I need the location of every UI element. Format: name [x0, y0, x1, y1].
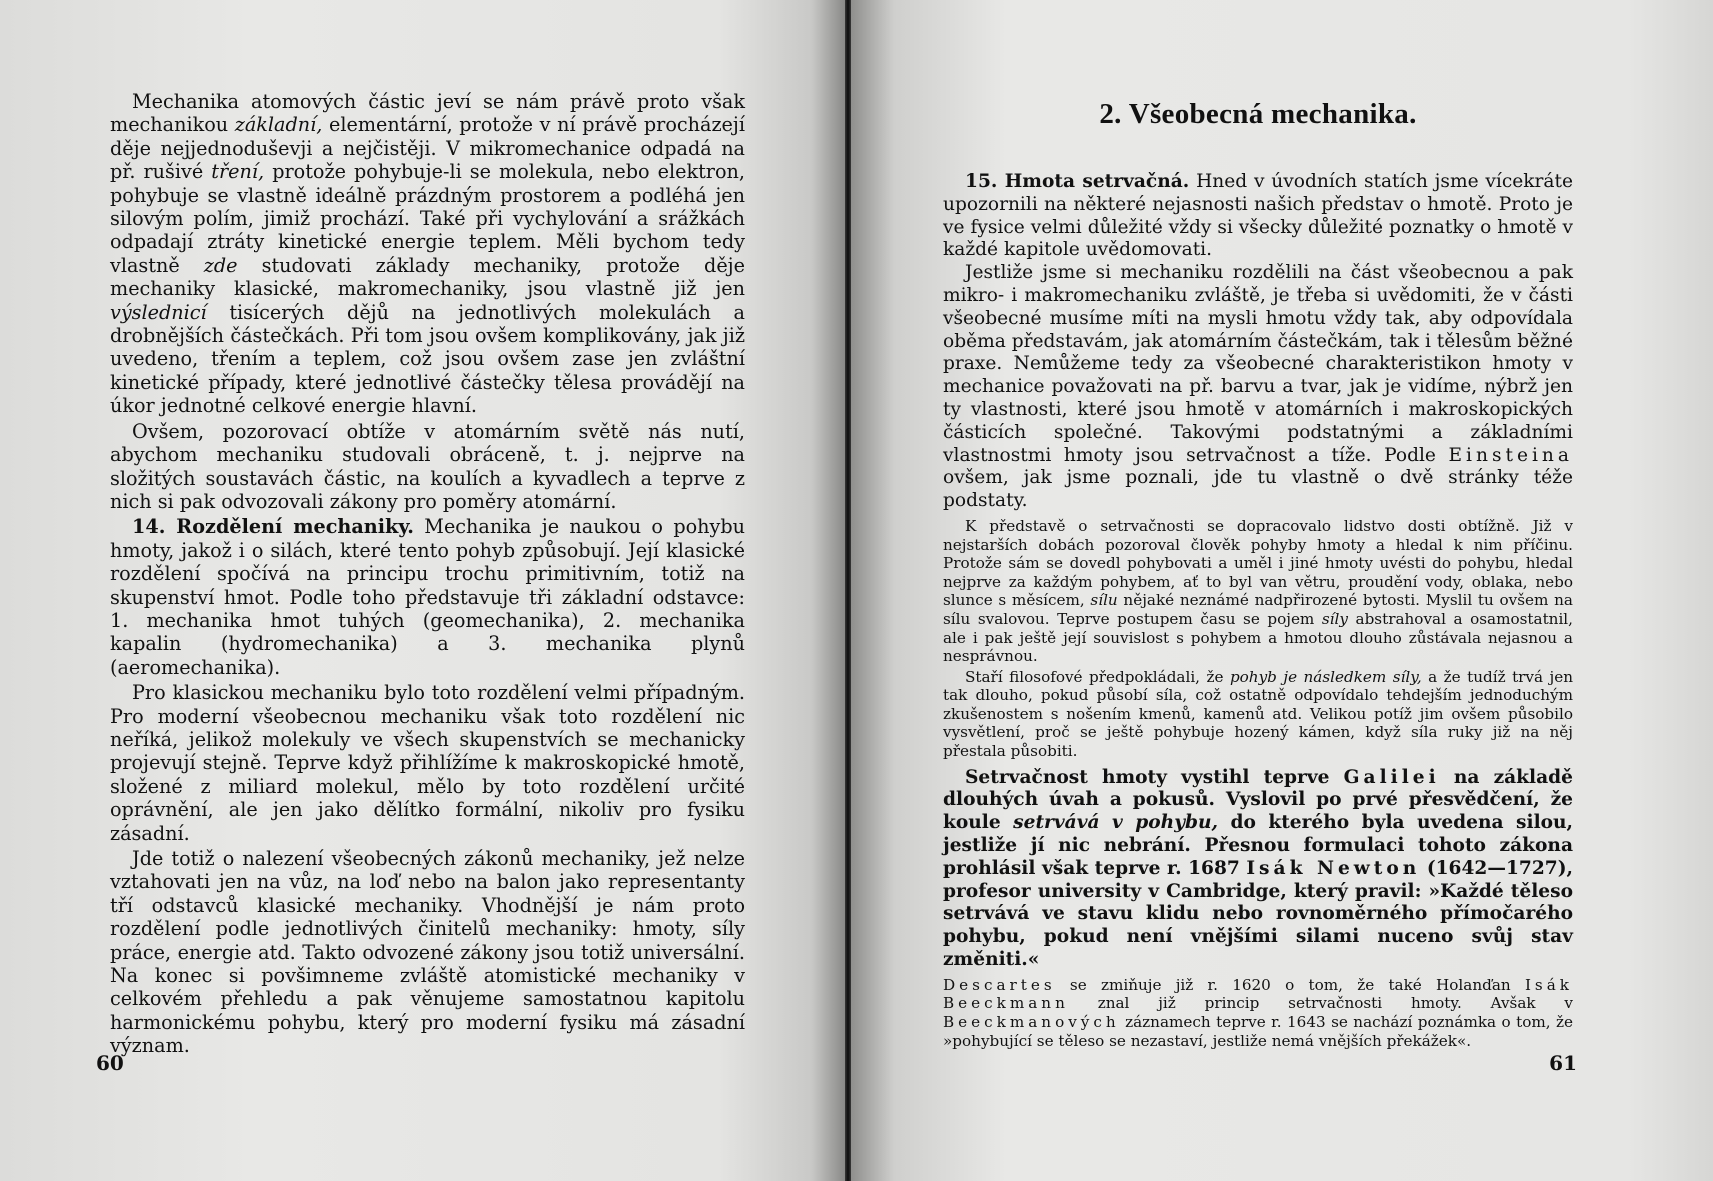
page-number-right: 61	[1549, 1051, 1577, 1075]
emphasis-text: pohyb je následkem síly,	[1229, 667, 1422, 686]
section-heading: 14. Rozdělení mechaniky.	[132, 515, 414, 539]
text-run: se zmiňuje již r. 1620 o tom, že také Holanďan	[1055, 975, 1525, 994]
text-run: Pro klasickou mechaniku bylo toto rozdělení velmi případným. Pro moderní všeobecnou mechaniku však toto rozdělení nic neříká, jelikož molekuly ve všech skupenstvích se mechanicky projevují stejně. Teprve když přihlížíme k makroskopické hmotě, složené z miliard molekul, mělo by toto rozdělení určité oprávnění, ale jen jako dělítko formální, nikoliv pro fysiku zásadní.	[110, 681, 745, 845]
emphasis-text: základní,	[234, 113, 323, 137]
text-run: Ovšem, pozorovací obtíže v atomárním světě nás nutí, abychom mechaniku studovali obráceně, t. j. nejprve na složitých soustavách částic, na koulích a kyvadlech a teprve z nich si pak odvozovali zákony pro poměry atomární.	[110, 419, 745, 513]
text-run: elementární, protože v ní právě procházejí děje nejjednoduševji a nejčistěji. V mikromechanice odpadá na př. rušivé	[110, 113, 745, 184]
text-run: protože pohybuje-li se molekula, nebo elektron, pohybuje se vlastně ideálně prázdným prostorem a podléhá jen silovým polím, jimiž prochází. Také při vychylování a srážkách odpadají ztráty kinetické energie teplem. Měli bychom tedy vlastně	[110, 160, 745, 277]
paragraph	[110, 90, 745, 418]
text-run: do kterého byla uvedena silou, jestliže jí nic nebrání. Přesnou formulaci tohoto zákona prohlásil však teprve r. 1687	[943, 812, 1574, 879]
spaced-name: Einsteina	[1448, 444, 1573, 466]
text-run: na základě dlouhých úvah a pokusů. Vyslovil po prvé přesvědčení, že koule	[943, 766, 1573, 834]
paragraph	[110, 515, 745, 679]
text-run: Mechanika je naukou o pohybu hmoty, jakož i o silách, které tento pohyb způsobují. Její klasické rozdělení spočívá na principu trochu primitivním, totiž na skupenství hmot. Podle toho představuje tři základní odstavce: 1. mechanika hmot tuhých (geomechanika), 2. mechanika kapalin (hydromechanika) a 3. mechanika plynů (aeromechanika).	[110, 515, 745, 679]
spaced-name: Isák Beeckmann	[943, 975, 1573, 1013]
text-run: Hned v úvodních statích jsme vícekráte upozornili na některé nejasnosti našich představ o hmotě. Proto je ve fysice velmi důležité vždy si všecky důležité poznatky o hmotě v každé kapitole uvědomovati.	[943, 171, 1573, 261]
emphasis-text: výslednicí	[110, 300, 207, 324]
right-page-text	[943, 171, 1573, 1050]
paragraph	[110, 681, 745, 845]
small-print-paragraph	[943, 668, 1573, 761]
paragraph	[943, 171, 1573, 262]
emphasis-text: zde	[203, 253, 238, 277]
emphasis-text: síly	[1321, 609, 1348, 628]
text-run: Jde totiž o nalezení všeobecných zákonů mechaniky, jež nelze vztahovati jen na vůz, na loď nebo na balon jako representanty tří odstavců klasické mechaniky. Vhodnější je nám proto rozdělení podle jednotlivých činitelů mechaniky: hmoty, síly práce, energie atd. Takto odvozené zákony jsou totiž universální. Na konec si povšimneme zvláště atomistické mechaniky v celkovém přehledu a pak věnujeme samostatnou kapitolu harmonickému pohybu, který pro moderní fysiku má zásadní význam.	[110, 847, 745, 1058]
text-run: Setrvačnost hmoty vystihl teprve	[965, 766, 1344, 788]
paragraph	[110, 420, 745, 514]
text-run: nějaké neznámé nadpřirozené bytosti. Myslil tu ovšem na sílu svalovou. Teprve postupem času se pojem	[943, 591, 1573, 628]
text-run: Mechanika atomových částic jeví se nám právě proto však mechanikou	[110, 90, 745, 137]
emphasis-text: tření,	[211, 160, 265, 184]
text-run: K představě o setrvačnosti se dopracovalo lidstvo dosti obtížně. Již v nejstarších dobách pozoroval člověk pohyby hmoty a hledal k nim příčinu. Protože sám se dovedl pohybovati a uměl i jiné hmoty uvésti do pohybu, hledal nejprve za každým pohybem, ať to byl van větru, proudění vody, oblaka, nebo slunce s měsícem,	[943, 516, 1573, 610]
paragraph	[943, 262, 1573, 513]
small-print-paragraph	[943, 517, 1573, 666]
text-run: znal již princip setrvačnosti hmoty. Avšak v	[1068, 994, 1573, 1013]
text-run: tisícerých dějů na jednotlivých molekulách a drobnějších částečkách. Při tom jsou ovšem komplikovány, jak již uvedeno, třením a teplem, což jsou ovšem zase jen zvláštní kinetické případy, které jednotlivé částečky tělesa provádějí na úkor jednotné celkové energie hlavní.	[110, 300, 745, 418]
spaced-name: Beeckmanových	[943, 1013, 1120, 1032]
chapter-title: 2. Všeobecná mechanika.	[1099, 98, 1417, 130]
emphasis-text: sílu	[1090, 591, 1118, 610]
text-run: ovšem, jak jsme poznali, jde tu vlastně o dvě stránky téže podstaty.	[943, 467, 1573, 512]
paragraph	[110, 847, 745, 1058]
text-run: (1642—1727), profesor university v Cambridge, který pravil: »Každé těleso setrvává ve stavu klidu nebo rovnoměrného přímočarého pohybu, pokud není vnějšími silami nuceno svůj stav změniti.«	[943, 857, 1573, 971]
text-run: Jestliže jsme si mechaniku rozdělili na část všeobecnou a pak mikro- i makromechaniku zvláště, je třeba si uvědomiti, že v části všeobecné musíme míti na mysli hmotu vždy tak, aby odpovídala oběma představám, jak atomárním částečkám, tak i tělesům běžné praxe. Nemůžeme tedy za všeobecné charakteristikon hmoty v mechanice považovati na př. barvu a tvar, jak je vidíme, nýbrž jen ty vlastnosti, které jsou hmotě v atomárních i makroskopických částicích společné. Takovými podstatnými a základními vlastnostmi hmoty jsou setrvačnost a tíže. Podle	[943, 262, 1573, 466]
text-run: záznamech teprve r. 1643 se nachází poznámka o tom, že »pohybující se těleso se nezastaví, jestliže nemá vnějších překážek«.	[943, 1013, 1573, 1050]
section-heading: 15. Hmota setrvačná.	[965, 171, 1190, 192]
left-page-text	[110, 90, 745, 1058]
spaced-name: Galilei	[1343, 766, 1440, 788]
text-run: studovati základy mechaniky, protože děje mechaniky klasické, makromechaniky, jsou vlastně již jen	[110, 253, 745, 301]
spaced-name: Descartes	[943, 975, 1056, 994]
paragraph	[943, 767, 1573, 972]
left-page	[0, 0, 845, 1181]
spaced-name: Isák Newton	[1246, 857, 1421, 879]
emphasis-text: setrvává v pohybu,	[1013, 812, 1219, 834]
text-run: abstrahoval a osamostatnil, ale i pak ještě její souvislost s pohybem a hmotou dlouho zůstávala nejasnou a nesprávnou.	[943, 609, 1573, 666]
small-print-paragraph	[943, 976, 1573, 1050]
text-run: Staří filosofové předpokládali, že	[965, 667, 1230, 686]
right-page	[851, 0, 1713, 1181]
text-run: a že tudíž trvá jen tak dlouho, pokud působí síla, což ostatně odpovídalo tehdejším jednoduchým zkušenostem s nošením kmenů, kamenů atd. Velikou potíž jim ovšem působilo vysvětlení, proč se ještě pohybuje hozený kámen, když síla ruky již na něj přestala působiti.	[943, 667, 1574, 761]
page-number-left: 60	[96, 1051, 124, 1075]
